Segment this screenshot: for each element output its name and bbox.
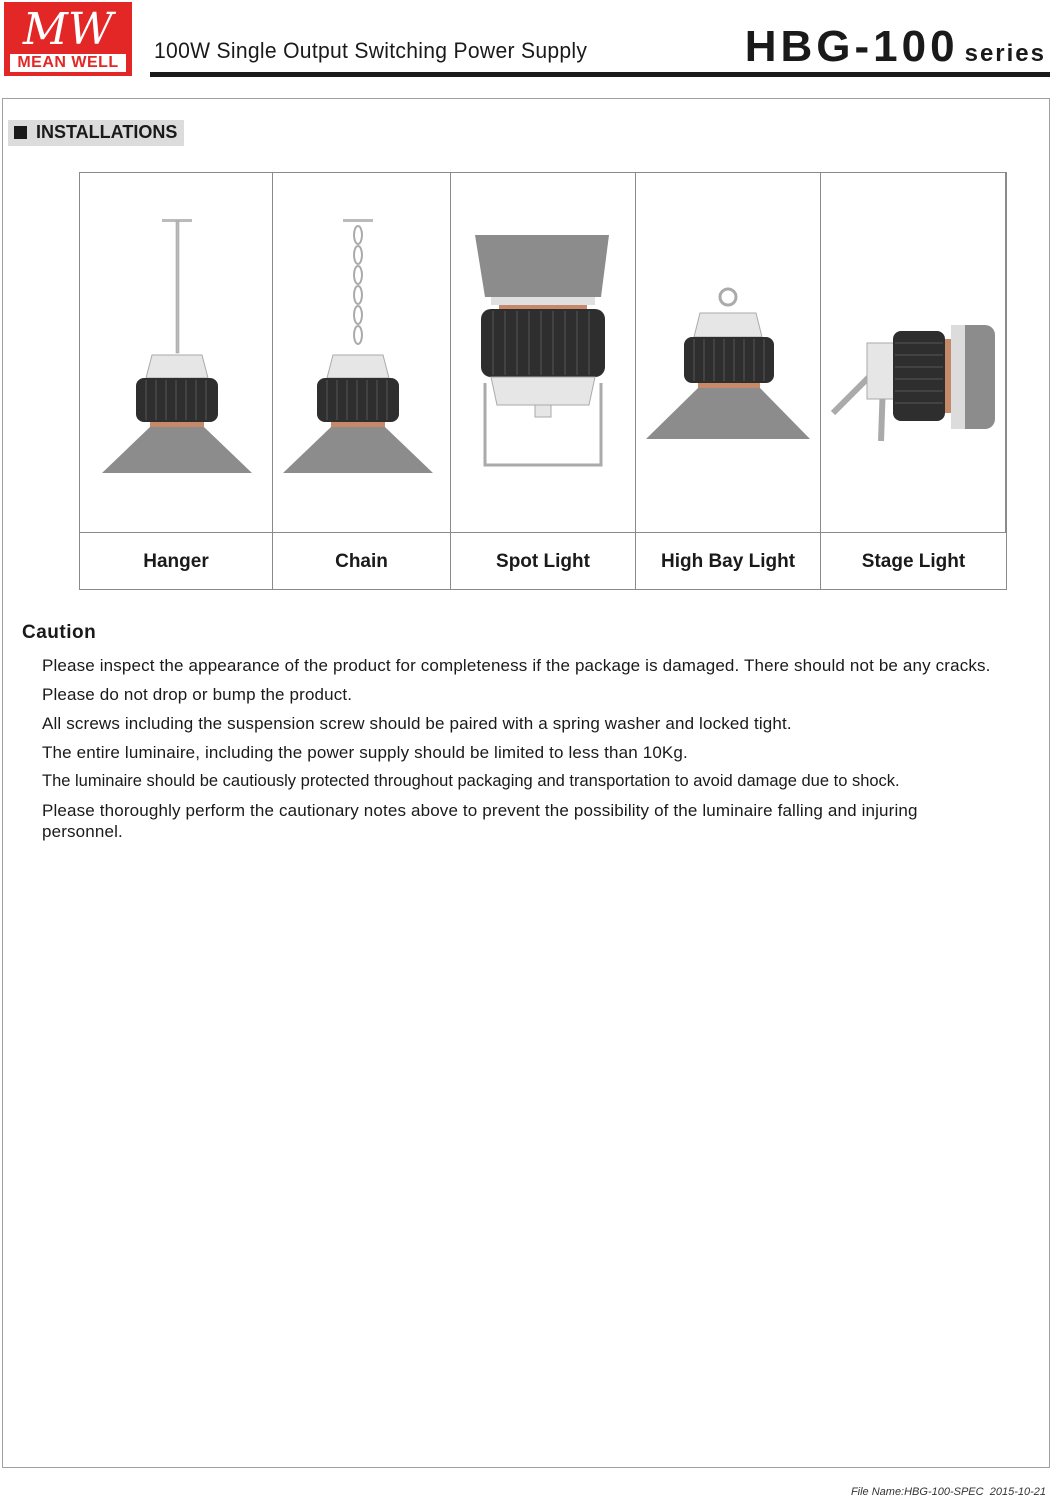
caution-list xyxy=(42,655,1042,850)
installation-image-stage-light xyxy=(821,173,1006,532)
high-bay-light-icon xyxy=(636,173,821,532)
stage-light-icon xyxy=(821,173,1006,532)
installation-label: Stage Light xyxy=(861,551,966,572)
caution-item: All screws including the suspension screw should be paired with a spring washer and locked tight. xyxy=(42,714,792,733)
model-title xyxy=(745,22,1046,72)
logo-text: MEAN WELL xyxy=(10,54,126,72)
svg-text:MW: MW xyxy=(22,4,114,52)
installations-label-row xyxy=(80,532,1006,590)
model-name: HBG-100 xyxy=(744,22,959,71)
mean-well-logo xyxy=(4,2,132,76)
caution-item: Please do not drop or bump the product. xyxy=(42,685,353,704)
installation-label: Chain xyxy=(273,533,451,590)
caution-item: The luminaire should be cautiously protected throughout packaging and transportation to avoid damage due to shock. xyxy=(42,772,900,790)
caution-item: The entire luminaire, including the power supply should be limited to less than 10Kg. xyxy=(42,743,688,762)
caution-item: Please inspect the appearance of the product for completeness if the package is damaged. There should not be any cracks. xyxy=(42,656,991,675)
hanger-lamp-icon xyxy=(80,173,273,532)
model-series: series xyxy=(964,40,1046,67)
footer-file-name: File Name:HBG-100-SPEC xyxy=(850,1486,984,1498)
installation-image-hanger xyxy=(80,173,273,532)
installations-table xyxy=(79,172,1007,590)
chain-lamp-icon xyxy=(273,173,451,532)
section-heading-label: INSTALLATIONS xyxy=(36,122,178,142)
installation-image-spot-light xyxy=(451,173,636,532)
page-subtitle: 100W Single Output Switching Power Supply xyxy=(154,38,588,63)
installation-image-chain xyxy=(273,173,451,532)
header-rule xyxy=(150,72,1050,77)
footer xyxy=(851,1486,1046,1498)
footer-date: 2015-10-21 xyxy=(989,1486,1046,1498)
spot-light-icon xyxy=(451,173,636,532)
installation-label: Spot Light xyxy=(451,533,636,590)
caution-heading: Caution xyxy=(22,622,97,643)
installation-label: High Bay Light xyxy=(636,533,821,590)
caution-item: Please thoroughly perform the cautionary notes above to prevent the possibility of the luminaire falling and injuring personnel. xyxy=(42,801,918,841)
installation-image-high-bay-light xyxy=(636,173,821,532)
mw-logo-icon xyxy=(10,2,126,52)
bullet-square-icon xyxy=(14,126,27,139)
installation-label: Hanger xyxy=(80,533,273,590)
section-heading-installations xyxy=(8,120,184,146)
